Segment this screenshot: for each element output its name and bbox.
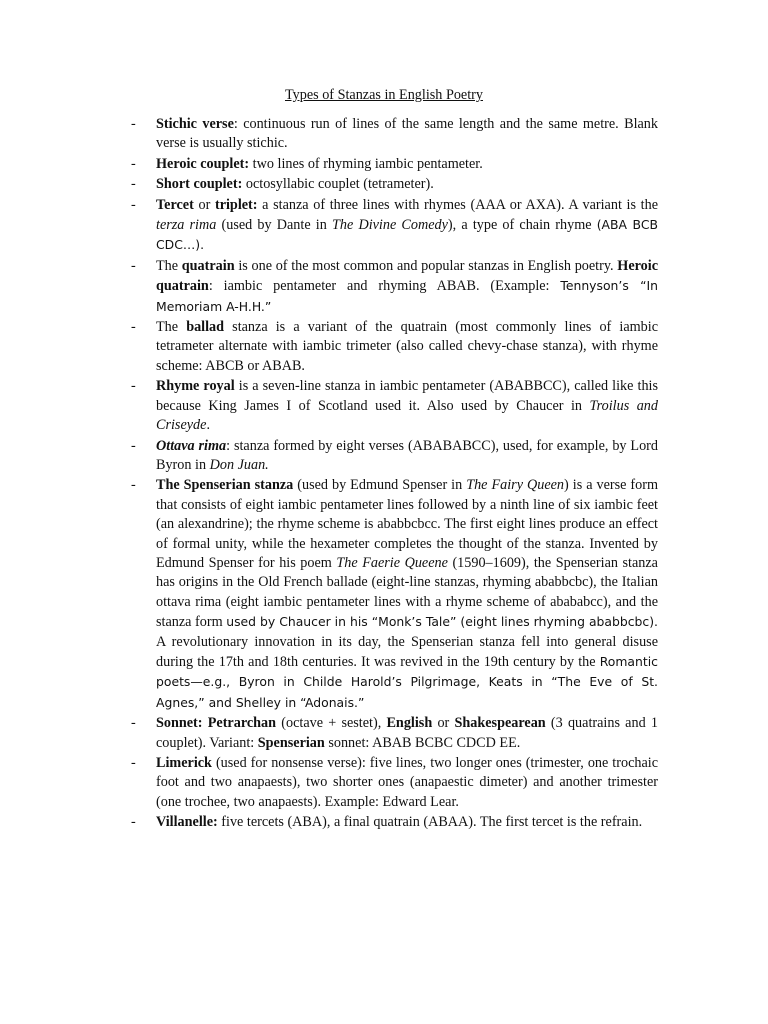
- list-item: [0, 754, 768, 812]
- text-run: Limerick: [156, 755, 212, 771]
- bullet-dash: -: [131, 319, 136, 336]
- text-run: Romantic poets—e.g., Byron in Childe Harold’s Pilgrimage, Keats in “The Eve of St. Agnes,” and Shelley in “Adonais.”: [156, 653, 658, 710]
- list-item: [0, 714, 768, 753]
- text-run: stanza is a variant of the quatrain (most commonly lines of iambic tetrameter alternate with iambic trimeter (also called chevy-chase stanza), with rhyme scheme: ABCB or ABAB.: [156, 319, 658, 374]
- list-item: [0, 476, 768, 713]
- text-run: terza rima: [156, 217, 217, 234]
- text-run: five tercets (ABA), a final quatrain (ABAA). The first tercet is the refrain.: [217, 814, 643, 831]
- list-item-text: [156, 437, 658, 476]
- text-run: (used by Edmund Spenser in: [293, 477, 467, 494]
- bullet-dash: -: [131, 116, 136, 132]
- text-run: Spenserian: [257, 734, 325, 751]
- text-run: The: [156, 319, 187, 336]
- bullet-dash: -: [131, 378, 136, 395]
- text-run: (octave + sestet),: [276, 715, 387, 732]
- bullet-dash: -: [131, 814, 136, 831]
- text-run: is a seven-line stanza in iambic pentameter (ABABBCC), called like this because King James I of Scotland used it. Also used by Chaucer in: [156, 378, 659, 414]
- list-item: [0, 813, 768, 832]
- text-run: : stanza formed by eight verses (ABABABCC), used, for example, by Lord Byron in: [156, 437, 658, 473]
- text-run: triplet:: [214, 196, 258, 213]
- text-run: octosyllabic couplet (tetrameter).: [242, 176, 434, 193]
- stanza-list: [0, 115, 768, 834]
- text-run: The Faerie Queene: [336, 554, 448, 571]
- list-item-text: [156, 476, 658, 713]
- text-run: Don Juan.: [209, 456, 269, 473]
- list-item: [0, 437, 768, 476]
- text-run: The Fairy Queen: [466, 477, 565, 494]
- bullet-dash: -: [131, 477, 136, 494]
- text-run: A revolutionary innovation in its day, the Spenserian stanza fell into general disuse during the 17th and 18th centuries. It was revived in the 19th century by the: [156, 633, 658, 670]
- text-run: used by Chaucer in his “Monk’s Tale” (eight lines rhyming ababbcbc).: [226, 614, 658, 630]
- list-item-text: [156, 155, 658, 174]
- bullet-dash: -: [131, 755, 136, 771]
- bullet-dash: -: [131, 257, 136, 274]
- text-run: sonnet: ABAB BCBC CDCD EE.: [324, 734, 521, 751]
- text-run: Stichic verse: [156, 116, 234, 132]
- list-item-text: [156, 175, 658, 194]
- list-item: [0, 257, 768, 317]
- text-run: Troilus and Criseyde: [156, 397, 658, 434]
- text-run: The: [156, 257, 182, 274]
- list-item: [0, 155, 768, 174]
- list-item-text: [156, 754, 658, 812]
- bullet-dash: -: [131, 196, 136, 213]
- text-run: : iambic pentameter and rhyming ABAB. (Example:: [208, 278, 561, 295]
- text-run: Rhyme royal: [156, 378, 235, 395]
- list-item-text: [156, 714, 658, 753]
- bullet-dash: -: [131, 176, 136, 193]
- text-run: Ottava rima: [156, 437, 227, 454]
- text-run: English: [386, 715, 433, 732]
- list-item: [0, 377, 768, 435]
- bullet-dash: -: [131, 437, 136, 454]
- list-item: [0, 318, 768, 376]
- text-run: Tercet: [156, 196, 194, 213]
- text-run: or: [193, 196, 215, 213]
- list-item-text: [156, 115, 658, 154]
- text-run: Sonnet: Petrarchan: [156, 715, 277, 732]
- list-item: [0, 175, 768, 194]
- list-item-text: [156, 257, 658, 317]
- page-title: Types of Stanzas in English Poetry: [284, 87, 483, 103]
- text-run: Short couplet:: [156, 176, 243, 193]
- text-run: ), a type of chain rhyme: [447, 217, 597, 234]
- text-run: (1590–1609), the Spenserian stanza has origins in the Old French ballade (eight-line stanzas, rhyming ababbcbc), the Italian ottava rima (eight iambic pentameter lines with a rhyme scheme of abababcc), and the stanza form: [156, 554, 658, 631]
- list-item-text: [156, 813, 658, 832]
- text-run: ballad: [186, 319, 225, 336]
- text-run: a stanza of three lines with rhymes (AAA or AXA). A variant is the: [257, 196, 658, 213]
- text-run: : continuous run of lines of the same length and the same metre. Blank verse is usually stichic.: [156, 116, 658, 152]
- text-run: Heroic quatrain: [156, 257, 659, 295]
- text-run: quatrain: [181, 257, 235, 274]
- text-run: Shakespearean: [454, 715, 546, 732]
- text-run: ) is a verse form that consists of eight iambic pentameter lines followed by a ninth line of six iambic feet (an alexandrine); the rhyme scheme is ababbcbcc. The first eight lines produce an effect of formal unity, while the hexameter completes the thought of the stanza. Invented by Edmund Spenser for his poem: [156, 477, 659, 571]
- text-run: is one of the most common and popular stanzas in English poetry.: [234, 257, 618, 274]
- text-run: or: [432, 715, 455, 732]
- list-item: [0, 115, 768, 154]
- bullet-dash: -: [131, 155, 136, 172]
- list-item-text: [156, 196, 658, 256]
- list-item-text: [156, 318, 658, 376]
- text-run: Heroic couplet:: [156, 155, 250, 172]
- text-run: (ABA BCB CDC…).: [156, 217, 658, 253]
- text-run: (used by Dante in: [216, 217, 332, 234]
- text-run: The Divine Comedy: [332, 217, 448, 234]
- text-run: Tennyson’s “In Memoriam A-H.H.”: [156, 278, 658, 314]
- text-run: .: [206, 417, 210, 434]
- text-run: Villanelle:: [156, 814, 218, 831]
- list-item-text: [156, 377, 658, 435]
- list-item: [0, 196, 768, 256]
- text-run: The Spenserian stanza: [156, 477, 294, 494]
- text-run: (used for nonsense verse): five lines, two longer ones (trimester, one trochaic foot and two anapaests), two shorter ones (anapaestic dimeter) and another trimester (one trochee, two anapaests). Example: Edward Lear.: [156, 755, 658, 810]
- text-run: (3 quatrains and 1 couplet). Variant:: [156, 715, 658, 751]
- bullet-dash: -: [131, 715, 136, 732]
- text-run: two lines of rhyming iambic pentameter.: [249, 155, 483, 172]
